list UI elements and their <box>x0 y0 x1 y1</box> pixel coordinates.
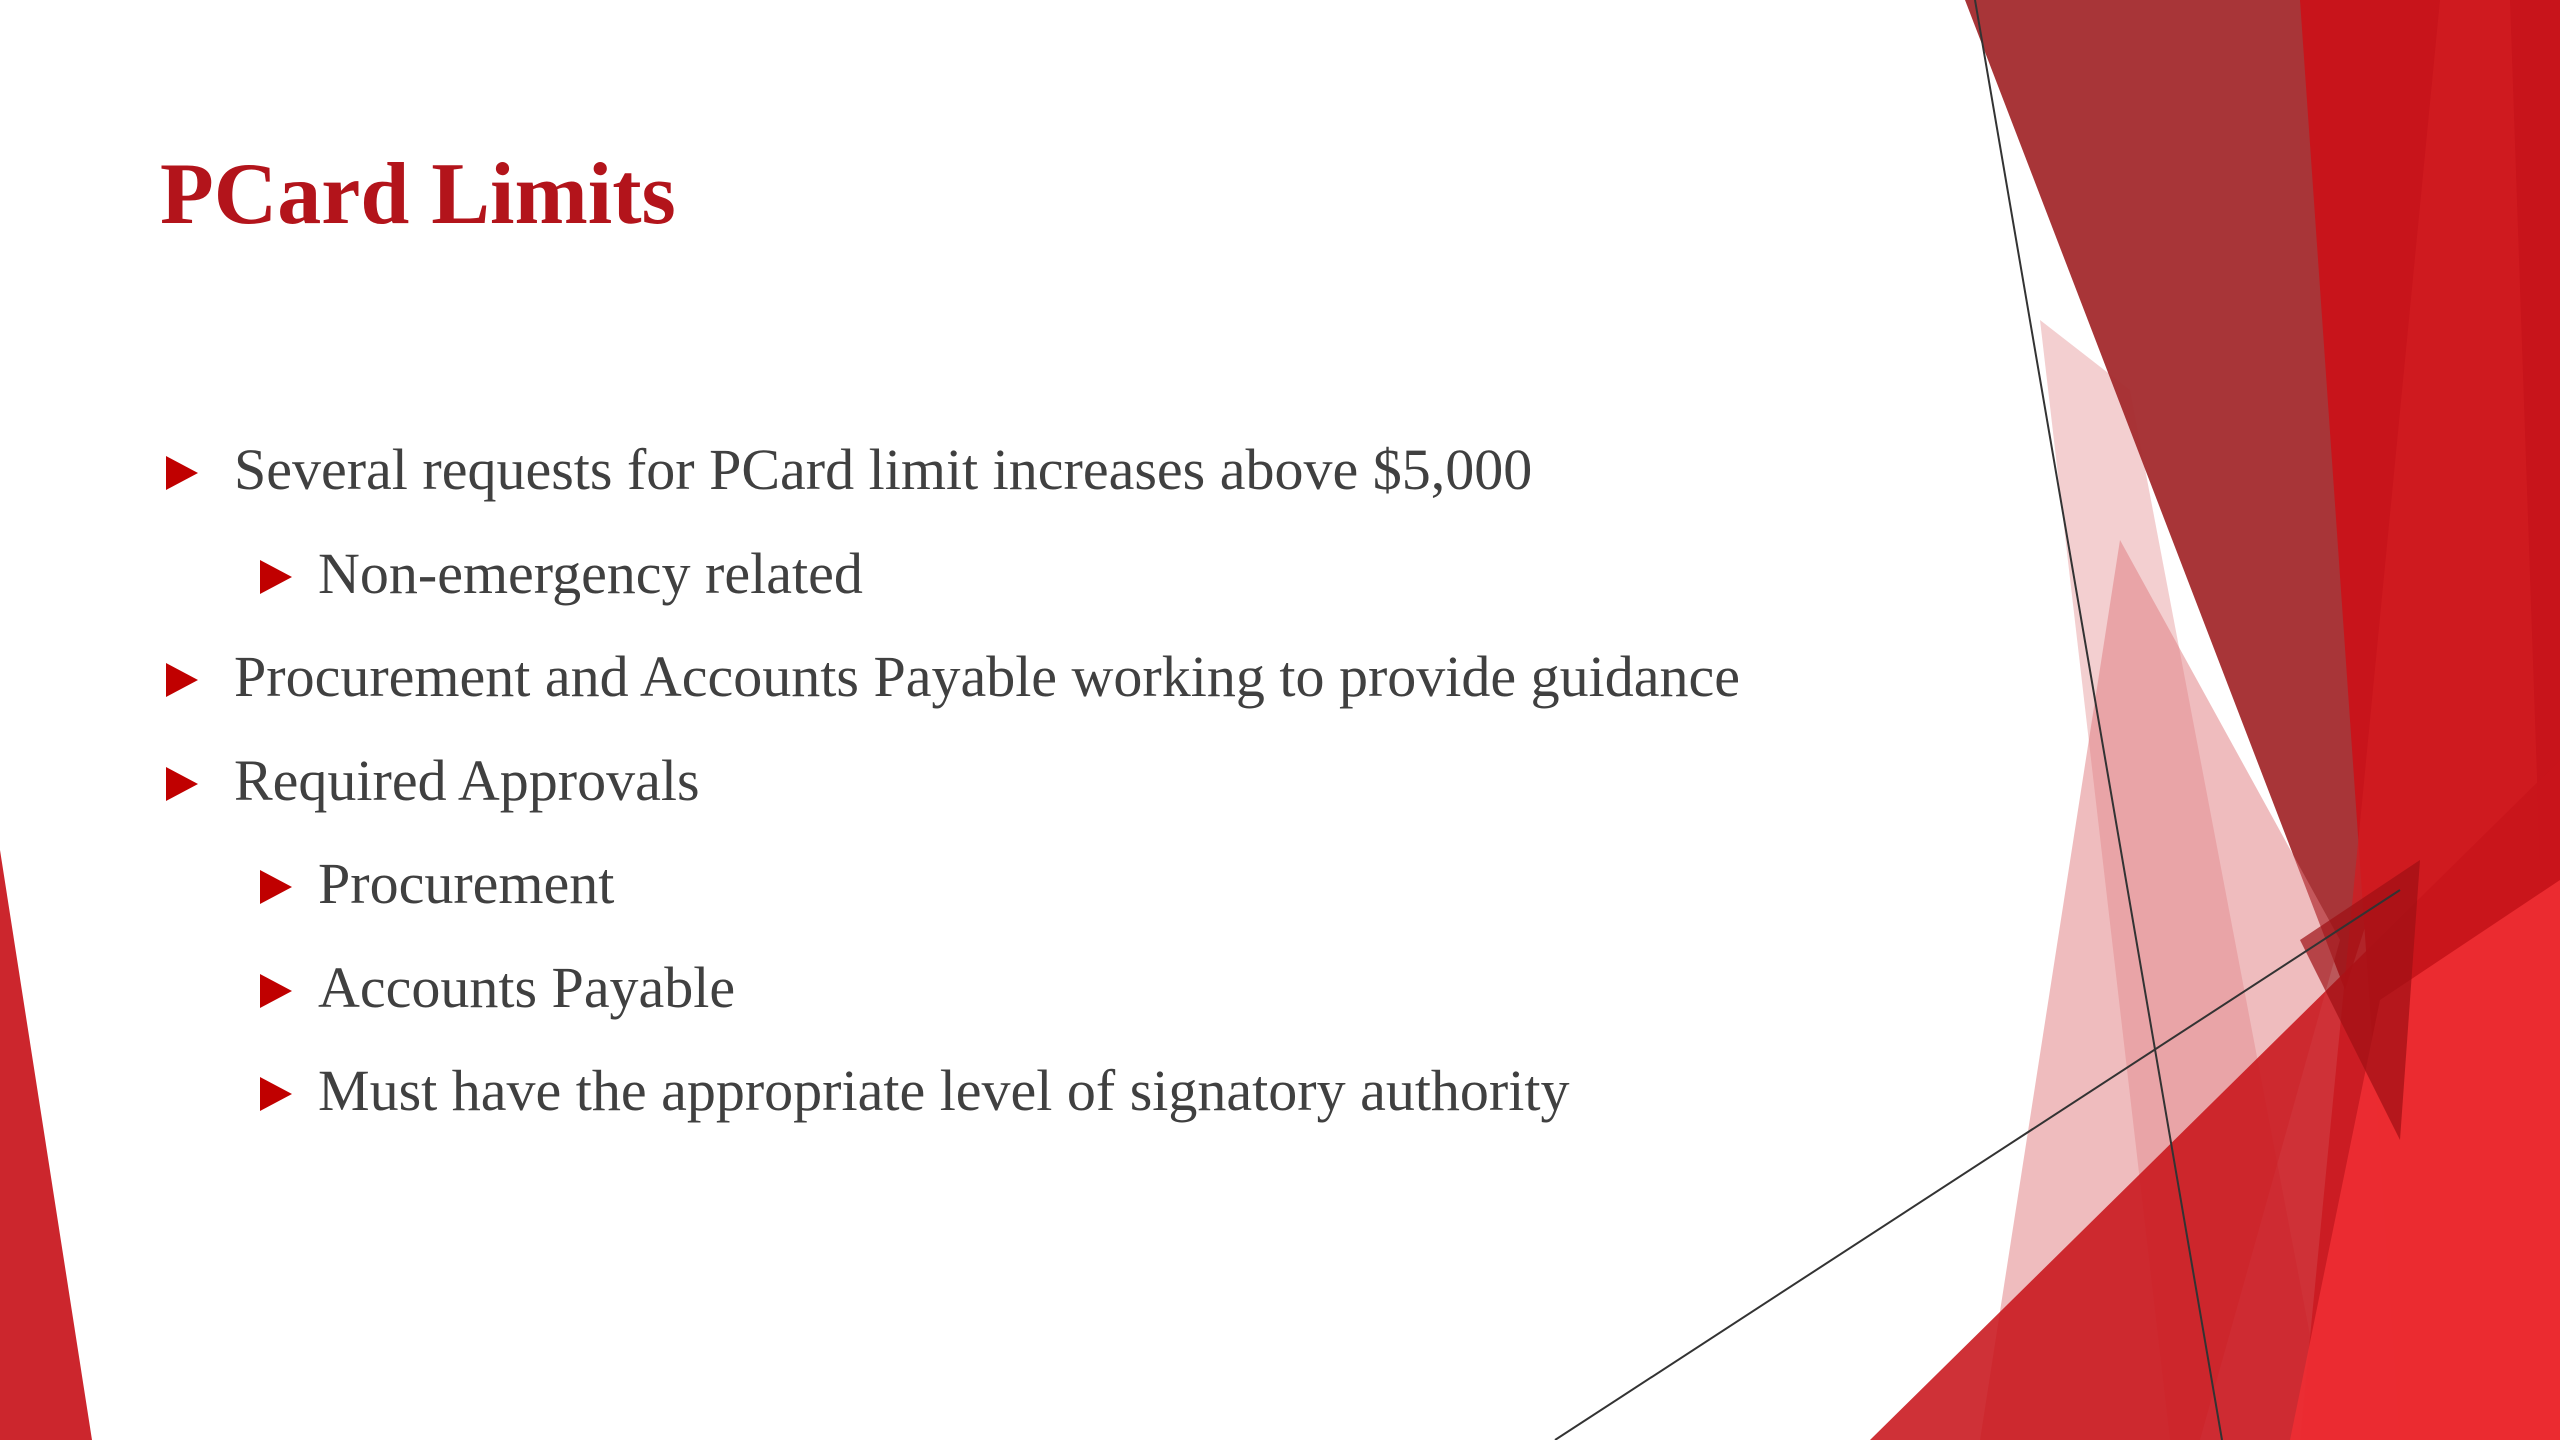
bullet-text: Accounts Payable <box>318 954 736 1020</box>
triangle-right-icon <box>166 767 198 801</box>
bullet-text: Required Approvals <box>234 747 700 813</box>
sub-bullet-item <box>160 832 1920 936</box>
triangle-right-icon <box>166 456 198 490</box>
sub-bullet-item <box>160 522 1920 626</box>
bullet-text: Procurement <box>318 851 615 916</box>
triangle-right-icon <box>166 663 198 697</box>
bullet-item <box>160 625 1920 729</box>
bullet-text: Must have the appropriate level of signatory authority <box>318 1058 1570 1123</box>
left-red-sliver <box>0 850 92 1440</box>
bullet-item <box>160 729 1920 833</box>
triangle-right-icon <box>260 974 292 1008</box>
bullet-text: Procurement and Accounts Payable working to provide guidance <box>234 644 1740 709</box>
triangle-right-icon <box>260 560 292 594</box>
triangle-right-icon <box>260 1077 292 1111</box>
slide-title: PCard Limits <box>160 146 676 243</box>
bullet-text: Non-emergency related <box>318 540 863 606</box>
sub-bullet-item <box>160 1039 1920 1143</box>
bullet-text: Several requests for PCard limit increases above $5,000 <box>234 437 1533 502</box>
bullet-list <box>160 418 1920 1143</box>
sub-bullet-item <box>160 936 1920 1040</box>
bullet-item <box>160 418 1920 522</box>
triangle-right-icon <box>260 870 292 904</box>
